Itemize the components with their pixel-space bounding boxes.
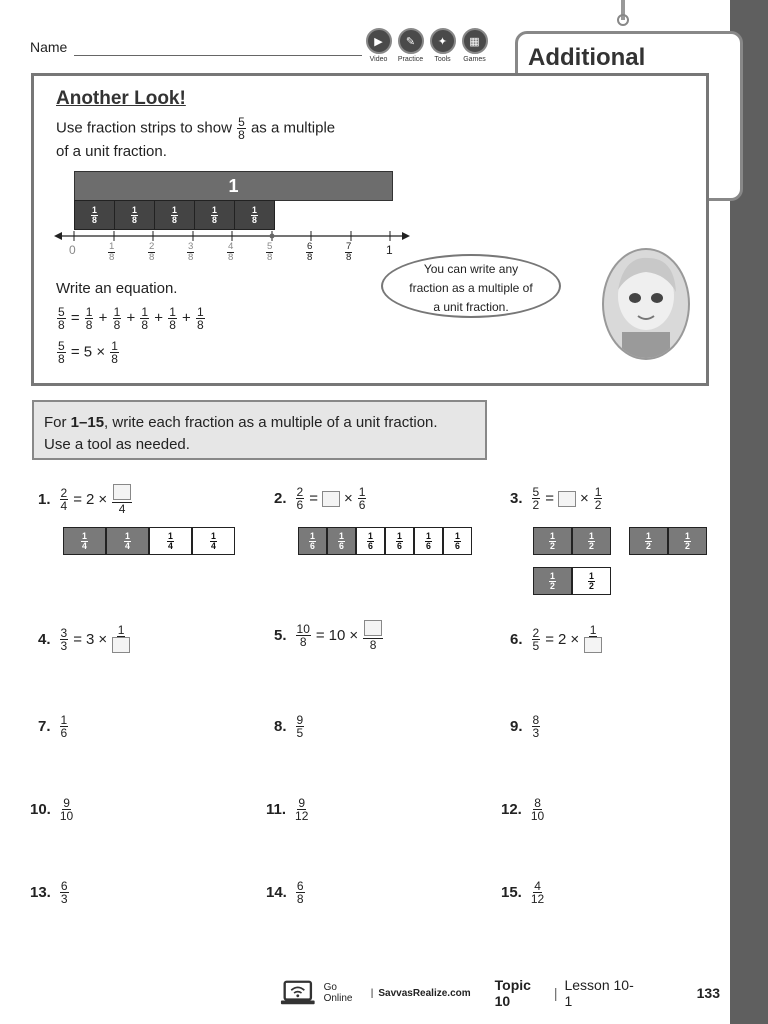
- frac-numerator: 2: [149, 241, 155, 252]
- problem-fraction: [532, 627, 541, 652]
- answer-box[interactable]: [558, 491, 576, 507]
- problem-fraction: [532, 714, 541, 739]
- half-strip-shaded: [533, 527, 572, 555]
- frac-denominator: 8: [92, 214, 97, 225]
- laptop-wifi-icon: [280, 979, 316, 1007]
- problem-3: [510, 486, 603, 511]
- problem-5: [274, 620, 384, 651]
- numberline-start: 0: [69, 243, 76, 257]
- frac-denominator: 12: [530, 892, 545, 906]
- lesson-label: Lesson 10-1: [564, 977, 634, 1009]
- problem-fraction: [296, 486, 305, 511]
- name-label: Name: [30, 39, 68, 55]
- fraction: [113, 306, 122, 331]
- frac-numerator: 1: [82, 530, 87, 541]
- problem-number: 9.: [510, 718, 523, 735]
- answer-box[interactable]: [112, 637, 130, 653]
- frac-numerator: 6: [307, 241, 313, 252]
- answer-fraction: [363, 620, 383, 651]
- fraction: [168, 306, 177, 331]
- footer-divider: |: [553, 985, 558, 1001]
- frac-denominator: 8: [307, 251, 313, 263]
- sixth-strip-shaded: [298, 527, 327, 555]
- problem-12: [501, 797, 545, 822]
- times-sign: ×: [349, 627, 359, 644]
- frac-denominator: 2: [532, 498, 540, 512]
- equals-sign: =: [70, 343, 80, 361]
- frac-denominator: 2: [550, 540, 555, 551]
- go-online-label: Go Online: [323, 982, 353, 1004]
- frac-denominator: 8: [228, 251, 234, 263]
- answer-box[interactable]: [322, 491, 340, 507]
- frac-numerator: 3: [60, 626, 68, 640]
- tools-button[interactable]: [430, 28, 455, 63]
- sixth-strip-shaded: [327, 527, 356, 555]
- problem-4: [38, 624, 131, 655]
- footer-divider: |: [370, 987, 374, 999]
- video-button[interactable]: [366, 28, 391, 63]
- frac-numerator: 1: [212, 204, 217, 215]
- site-link[interactable]: SavvasRealize.com: [378, 987, 471, 999]
- problem-number: 14.: [266, 884, 287, 901]
- frac-denominator: 4: [168, 540, 173, 551]
- times-sign: ×: [343, 490, 353, 507]
- frac-denominator: 5: [532, 639, 540, 653]
- times-sign: ×: [96, 343, 106, 361]
- write-equation-label: Write an equation.: [56, 280, 178, 297]
- problem-number: 5.: [274, 627, 287, 644]
- frac-denominator: 2: [594, 498, 602, 512]
- frac-numerator: 1: [589, 530, 594, 541]
- frac-denominator: 4: [60, 499, 68, 513]
- frac-denominator: 8: [299, 635, 307, 649]
- numberline-tick-label: [186, 242, 195, 262]
- practice-icon: ✎: [398, 28, 424, 54]
- frac-numerator: 1: [92, 204, 97, 215]
- frac-denominator: 2: [589, 540, 594, 551]
- tools-icon: ✦: [430, 28, 456, 54]
- frac-denominator: 2: [589, 580, 594, 591]
- problem-14: [266, 880, 306, 905]
- problem-fraction: [296, 623, 311, 648]
- times-sign: ×: [579, 490, 589, 507]
- character-avatar: [602, 248, 690, 360]
- problem-fraction: [532, 486, 541, 511]
- multiplication-equation: [56, 340, 120, 365]
- frac-numerator: 1: [589, 570, 594, 581]
- problem-fraction: [60, 880, 69, 905]
- fourth-strip-shaded: [63, 527, 106, 555]
- practice-button[interactable]: [398, 28, 423, 63]
- whole-number: 3: [85, 631, 95, 648]
- problem-number: 1.: [38, 491, 51, 508]
- character-face-icon: [604, 250, 688, 358]
- problem-11: [266, 797, 309, 822]
- whole-strip: 1: [74, 171, 393, 201]
- numberline-tick-label: [344, 242, 353, 262]
- frac-denominator: 3: [532, 726, 540, 740]
- numberline-tick-label: [147, 242, 156, 262]
- frac-denominator: 2: [646, 540, 651, 551]
- another-look-heading: Another Look!: [56, 88, 186, 109]
- frac-numerator: 2: [296, 485, 304, 499]
- eighth-strip: [234, 200, 275, 230]
- resource-icons: [366, 28, 487, 63]
- title-line-1: Additional: [528, 44, 646, 71]
- frac-denominator: 12: [295, 809, 309, 823]
- unit-fraction: [594, 486, 603, 511]
- frac-numerator: 1: [60, 713, 68, 727]
- frac-numerator: 1: [125, 530, 130, 541]
- whole-number: 2: [557, 631, 567, 648]
- problem-13: [30, 880, 70, 905]
- frac-numerator: 1: [594, 485, 602, 499]
- sixth-strip: [356, 527, 385, 555]
- problem-fraction: [60, 487, 69, 512]
- frac-denominator: 8: [267, 251, 273, 263]
- times-sign: ×: [98, 491, 108, 508]
- answer-fraction: [112, 484, 132, 515]
- problem-number: 8.: [274, 718, 287, 735]
- times-sign: ×: [98, 631, 108, 648]
- frac-denominator: 8: [252, 214, 257, 225]
- frac-numerator: 1: [196, 305, 204, 319]
- problem-fraction: [296, 880, 305, 905]
- frac-denominator: 8: [169, 318, 176, 332]
- instructions-box: [32, 400, 487, 460]
- fourth-strip-shaded: [106, 527, 149, 555]
- frac-denominator: 8: [196, 318, 204, 332]
- problem-1: [38, 484, 133, 515]
- frac-denominator: 8: [238, 128, 245, 142]
- frac-denominator: 4: [82, 540, 87, 551]
- frac-numerator: 6: [60, 879, 68, 893]
- problem-number: 2.: [274, 490, 287, 507]
- bubble-line: You can write any: [423, 262, 519, 276]
- fourth-strip: [192, 527, 235, 555]
- frac-numerator: 9: [296, 713, 304, 727]
- frac-numerator: 1: [589, 623, 597, 637]
- frac-denominator: 8: [85, 318, 93, 332]
- frac-denominator: 4: [211, 540, 216, 551]
- instructions-text: Use a tool as needed.: [44, 436, 190, 453]
- equals-sign: =: [309, 490, 318, 507]
- frac-denominator: 6: [397, 540, 402, 551]
- frac-numerator: 1: [132, 204, 137, 215]
- frac-numerator: 2: [532, 626, 540, 640]
- frac-denominator: 3: [60, 892, 68, 906]
- frac-denominator: 6: [426, 540, 431, 551]
- equals-sign: =: [545, 631, 554, 648]
- frac-denominator: 8: [113, 318, 121, 332]
- frac-numerator: 8: [534, 796, 541, 810]
- frac-denominator: 4: [118, 502, 126, 516]
- frac-denominator: 10: [59, 809, 74, 823]
- frac-numerator: 1: [141, 305, 149, 319]
- problem-number: 13.: [30, 884, 51, 901]
- problem-fraction: [60, 714, 69, 739]
- prompt-text-c: of a unit fraction.: [56, 143, 167, 160]
- plus-sign: +: [98, 309, 108, 327]
- fraction-strip-set: [533, 527, 611, 555]
- frac-denominator: 8: [58, 318, 65, 332]
- name-field[interactable]: [74, 55, 362, 56]
- frac-numerator: 5: [532, 485, 540, 499]
- numberline-end: 1: [386, 243, 393, 257]
- frac-denominator: 6: [358, 498, 366, 512]
- frac-denominator: 5: [296, 726, 304, 740]
- answer-fraction: [112, 624, 130, 655]
- problem-fraction: [296, 714, 305, 739]
- fraction: [140, 306, 149, 331]
- frac-denominator: 2: [550, 580, 555, 591]
- problem-15: [501, 880, 545, 905]
- frac-denominator: 8: [212, 214, 217, 225]
- problem-fraction: [295, 797, 308, 822]
- problem-9: [510, 714, 541, 739]
- tools-label: Tools: [434, 56, 451, 63]
- numberline-tick-label: [305, 242, 314, 262]
- frac-numerator: 1: [685, 530, 690, 541]
- frac-denominator: 8: [346, 251, 352, 263]
- problem-fraction: [60, 797, 73, 822]
- numberline-tick-label: [107, 242, 116, 262]
- games-button[interactable]: [462, 28, 487, 63]
- frac-numerator: 6: [296, 879, 304, 893]
- whole-number: 5: [83, 343, 93, 361]
- frac-numerator: 1: [550, 570, 555, 581]
- fraction-strip-set: [298, 527, 472, 555]
- unit-fraction: [358, 486, 367, 511]
- frac-numerator: 1: [168, 530, 173, 541]
- eighth-strip: [74, 200, 115, 230]
- frac-denominator: 8: [188, 251, 194, 263]
- frac-denominator: 8: [111, 352, 118, 366]
- frac-denominator: 8: [141, 318, 149, 332]
- frac-denominator: 8: [58, 352, 65, 366]
- fraction: [57, 306, 66, 331]
- whole-number: 2: [85, 491, 95, 508]
- plus-sign: +: [182, 309, 191, 327]
- frac-numerator: 2: [60, 486, 68, 500]
- half-strip-shaded: [533, 567, 572, 595]
- equals-sign: =: [545, 490, 554, 507]
- prompt-fraction: [237, 116, 246, 141]
- half-strip: [572, 567, 611, 595]
- frac-denominator: 2: [685, 540, 690, 551]
- frac-numerator: 1: [169, 305, 176, 319]
- frac-numerator: 1: [426, 530, 431, 541]
- frac-denominator: 6: [60, 726, 68, 740]
- frac-denominator: 8: [296, 892, 304, 906]
- topic-label: Topic 10: [494, 977, 531, 1009]
- frac-numerator: 5: [58, 339, 65, 353]
- frac-numerator: 1: [646, 530, 651, 541]
- fraction: [85, 306, 94, 331]
- games-icon: ▦: [462, 28, 488, 54]
- frac-denominator: 10: [530, 809, 545, 823]
- problem-number: 12.: [501, 801, 522, 818]
- problem-fraction: [531, 880, 544, 905]
- fraction-strip-set: [533, 567, 611, 595]
- equals-sign: =: [73, 491, 82, 508]
- frac-numerator: 4: [534, 879, 541, 893]
- bubble-line: fraction as a multiple of: [409, 281, 533, 295]
- frac-numerator: 1: [397, 530, 402, 541]
- frac-denominator: 6: [296, 498, 304, 512]
- numberline-tick-label: [265, 242, 274, 262]
- answer-box[interactable]: [113, 484, 131, 500]
- half-strip-shaded: [572, 527, 611, 555]
- frac-numerator: 1: [85, 305, 93, 319]
- frac-numerator: 8: [532, 713, 540, 727]
- number-line: [54, 228, 410, 242]
- frac-denominator: 8: [109, 251, 115, 263]
- frac-numerator: 9: [63, 796, 70, 810]
- fraction: [110, 340, 119, 365]
- page-footer: [280, 978, 720, 1008]
- fraction: [57, 340, 66, 365]
- frac-denominator: 8: [172, 214, 177, 225]
- frac-denominator: 8: [369, 638, 377, 652]
- frac-numerator: 4: [228, 241, 234, 252]
- eighth-strip: [154, 200, 195, 230]
- frac-denominator: 4: [125, 540, 130, 551]
- whole-number: 10: [328, 627, 346, 644]
- frac-denominator: 6: [455, 540, 460, 551]
- frac-numerator: 1: [117, 623, 125, 637]
- frac-numerator: 7: [346, 241, 352, 252]
- equals-sign: =: [70, 309, 80, 327]
- answer-box[interactable]: [584, 637, 602, 653]
- addition-equation: [56, 306, 206, 331]
- eighth-strip: [194, 200, 235, 230]
- numberline-tick-label: [226, 242, 235, 262]
- fourth-strip: [149, 527, 192, 555]
- prompt-text-b: as a multiple: [250, 119, 336, 137]
- problem-10: [30, 797, 74, 822]
- frac-numerator: 10: [296, 622, 310, 636]
- frac-denominator: 6: [339, 540, 344, 551]
- frac-numerator: 5: [58, 305, 65, 319]
- frac-numerator: 5: [267, 241, 273, 252]
- sixth-strip: [414, 527, 443, 555]
- frac-numerator: 1: [109, 241, 115, 252]
- frac-numerator: 1: [339, 530, 344, 541]
- frac-numerator: 1: [310, 530, 315, 541]
- video-label: Video: [369, 56, 388, 63]
- frac-numerator: 1: [252, 204, 257, 215]
- games-label: Games: [463, 56, 486, 63]
- frac-numerator: 1: [113, 305, 121, 319]
- another-look-prompt: [56, 116, 335, 141]
- half-strip-shaded: [629, 527, 668, 555]
- equals-sign: =: [73, 631, 82, 648]
- half-strip-shaded: [668, 527, 707, 555]
- fraction-strip-set: [629, 527, 707, 555]
- problem-2: [274, 486, 367, 511]
- problem-number: 6.: [510, 631, 523, 648]
- problem-number: 3.: [510, 490, 523, 507]
- frac-numerator: 1: [455, 530, 460, 541]
- problem-number: 7.: [38, 718, 51, 735]
- frac-numerator: 5: [238, 115, 245, 129]
- practice-label: Practice: [397, 56, 424, 63]
- problem-number: 11.: [266, 801, 287, 818]
- problem-number: 15.: [501, 884, 522, 901]
- frac-numerator: 3: [188, 241, 194, 252]
- frac-numerator: 9: [298, 796, 306, 810]
- frac-denominator: 8: [149, 251, 155, 263]
- equals-sign: =: [315, 627, 325, 644]
- eighth-strip: [114, 200, 155, 230]
- instructions-text: , write each fraction as a multiple of a unit fraction.: [104, 414, 438, 431]
- speech-bubble: [381, 254, 561, 318]
- sixth-strip: [385, 527, 414, 555]
- bubble-line: a unit fraction.: [433, 300, 509, 314]
- page-number: 133: [696, 985, 720, 1001]
- frac-denominator: 6: [368, 540, 373, 551]
- frac-numerator: 1: [550, 530, 555, 541]
- problem-8: [274, 714, 305, 739]
- frac-numerator: 1: [172, 204, 177, 215]
- prompt-text-a: Use fraction strips to show: [56, 119, 232, 137]
- sixth-strip: [443, 527, 472, 555]
- frac-denominator: 6: [310, 540, 315, 551]
- frac-numerator: 1: [111, 339, 118, 353]
- problem-fraction: [60, 627, 69, 652]
- plus-sign: +: [154, 309, 164, 327]
- times-sign: ×: [570, 631, 580, 648]
- problem-number: 10.: [30, 801, 51, 818]
- problem-fraction: [531, 797, 544, 822]
- instructions-range: 1–15: [70, 414, 105, 431]
- problem-number: 4.: [38, 631, 51, 648]
- answer-box[interactable]: [364, 620, 382, 636]
- frac-denominator: 3: [60, 639, 68, 653]
- instructions-text: For: [44, 414, 71, 431]
- answer-fraction: [584, 624, 602, 655]
- frac-numerator: 1: [358, 485, 366, 499]
- frac-numerator: 1: [211, 530, 216, 541]
- fraction: [196, 306, 205, 331]
- problem-6: [510, 624, 603, 655]
- problem-7: [38, 714, 69, 739]
- frac-denominator: 8: [132, 214, 137, 225]
- fraction-strip-set: [63, 527, 235, 555]
- frac-numerator: 1: [368, 530, 373, 541]
- plus-sign: +: [126, 309, 136, 327]
- video-icon: ▶: [366, 28, 392, 54]
